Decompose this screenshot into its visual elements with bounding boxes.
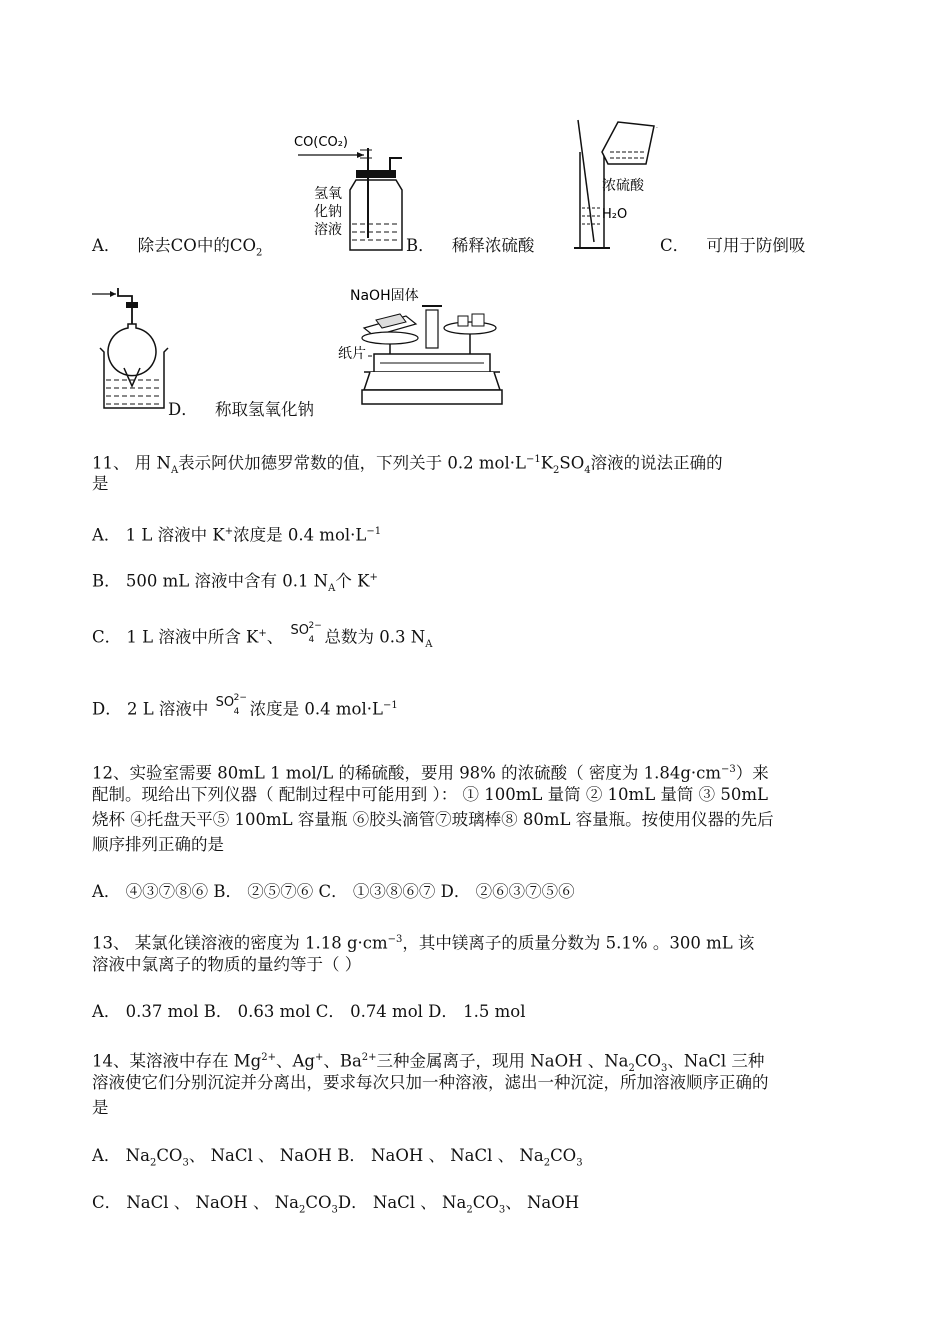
- stem-text: ，其中镁离子的质量分数为 5.1% 。300 mL 该: [402, 933, 755, 953]
- stem-text: 14、某溶液中存在 Mg: [92, 1051, 262, 1071]
- liquid-label-3: 溶液: [314, 222, 342, 238]
- subscript: 2: [543, 1157, 551, 1169]
- option-text: 浓度是 0.4 mol·L: [233, 525, 367, 545]
- gas-washing-bottle-figure: [290, 128, 408, 256]
- stem-text: 13、 某氯化镁溶液的密度为 1.18 g·cm: [92, 933, 388, 953]
- option-text: CO: [472, 1193, 499, 1212]
- subscript: 3: [661, 1062, 668, 1074]
- q11-option-d: [92, 694, 398, 722]
- option-text: 、: [266, 627, 284, 647]
- option-text: A． Na: [92, 1146, 150, 1165]
- stem-text: 、Ag: [275, 1051, 315, 1071]
- option-text: B． 500 mL 溶液中含有 0.1 N: [92, 571, 329, 591]
- option-text: 、 NaCl 、 NaOH B． NaOH 、 NaCl 、 Na: [188, 1146, 544, 1165]
- q14-stem-line2: [92, 1071, 769, 1095]
- q11-option-a: [92, 520, 381, 548]
- subscript: 2: [255, 247, 263, 259]
- option-text: CO: [550, 1146, 577, 1165]
- q10-option-d: [168, 398, 314, 422]
- stem-text: 11、 用 N: [92, 453, 171, 473]
- liquid-label-1: 氢氧: [314, 186, 342, 202]
- option-text: 总数为 0.3 N: [324, 627, 426, 647]
- option-text: 除去CO中的CO: [137, 236, 256, 255]
- stem-text: 溶液的说法正确的: [590, 453, 723, 473]
- subscript: A: [170, 464, 179, 476]
- ion-base: SO: [215, 694, 235, 710]
- q12-options: [92, 880, 575, 904]
- q10-option-a: [92, 234, 262, 265]
- option-label: C．: [660, 236, 690, 255]
- stem-text: 是: [92, 474, 109, 493]
- superscript: −1: [366, 526, 382, 537]
- q13-stem-line2: [92, 953, 361, 977]
- q11-option-c: [92, 622, 432, 657]
- ion-charge: 2−: [308, 620, 322, 631]
- q10-option-b: [406, 234, 534, 258]
- option-text: 浓度是 0.4 mol·L: [249, 699, 383, 719]
- superscript: −1: [525, 454, 541, 465]
- superscript: 2+: [261, 1052, 276, 1063]
- water-label: H₂O: [602, 207, 628, 222]
- stem-text: 、Ba: [323, 1051, 362, 1071]
- liquid-label-2: 化钠: [314, 204, 342, 220]
- ion-base: SO: [290, 622, 310, 638]
- options-text: A． ④③⑦⑧⑥ B． ②⑤⑦⑥ C． ①③⑧⑥⑦ D． ②⑥③⑦⑤⑥: [92, 882, 575, 901]
- option-text: 、 NaOH: [505, 1193, 580, 1212]
- option-text: A． 1 L 溶液中 K: [92, 525, 225, 545]
- option-text: C． 1 L 溶液中所含 K: [92, 627, 259, 647]
- option-text: 稀释浓硫酸: [451, 236, 535, 255]
- q12-stem-line1: [92, 758, 769, 786]
- q12-stem-line3: [92, 808, 774, 832]
- subscript: 2: [553, 464, 560, 476]
- stem-text: ）来: [735, 763, 769, 783]
- stem-text: 三种金属离子，现用 NaOH 、Na: [376, 1051, 629, 1071]
- superscript: −3: [387, 934, 403, 945]
- subscript: 2: [149, 1157, 157, 1169]
- stem-text: 表示阿伏加德罗常数的值，下列关于 0.2 mol·L: [178, 453, 526, 473]
- subscript: 2: [628, 1062, 635, 1074]
- q11-option-b: [92, 566, 378, 601]
- superscript: +: [224, 526, 234, 537]
- anti-suckback-figure: [90, 284, 170, 414]
- option-label: B．: [406, 236, 435, 255]
- q10-option-c: [660, 234, 805, 258]
- q13-stem-line1: [92, 928, 754, 956]
- gas-label: CO(CO₂): [294, 135, 348, 150]
- subscript: 3: [498, 1204, 506, 1216]
- stem-text: 烧杯 ④托盘天平⑤ 100mL 容量瓶 ⑥胶头滴管⑦玻璃棒⑧ 80mL 容量瓶。按使用仪器的先后: [92, 810, 774, 829]
- ion-subscript: 4: [233, 706, 240, 717]
- options-text: A． 0.37 mol B． 0.63 mol C． 0.74 mol D． 1.5 mol: [92, 1002, 526, 1021]
- subscript: 2: [466, 1204, 473, 1216]
- option-label: D．: [168, 400, 198, 419]
- stem-text: 12、实验室需要 80mL 1 mol/L 的稀硫酸，要用 98% 的浓硫酸（ 密度为 1.84g·cm: [92, 763, 722, 783]
- superscript: +: [369, 572, 378, 583]
- subscript: A: [328, 582, 336, 594]
- superscript: −1: [382, 700, 398, 711]
- q11-stem: [92, 448, 723, 483]
- superscript: −3: [721, 764, 736, 775]
- option-text: 个 K: [335, 571, 370, 591]
- paper-label: 纸片: [338, 346, 366, 362]
- q12-stem-line2: [92, 783, 768, 807]
- subscript: 4: [584, 464, 591, 476]
- option-label: A．: [92, 236, 121, 255]
- stem-text: 、NaCl 三种: [667, 1051, 765, 1071]
- stem-text: K: [540, 453, 554, 473]
- subscript: 3: [182, 1157, 189, 1169]
- stem-text: SO: [559, 453, 585, 473]
- stem-text: 溶液中氯离子的物质的量约等于（ ）: [92, 955, 362, 974]
- q11-stem-line2: [92, 472, 109, 496]
- stem-text: 是: [92, 1098, 109, 1117]
- sulfate-ion: [289, 620, 325, 647]
- option-text: D． 2 L 溶液中: [92, 699, 209, 719]
- superscript: 2+: [361, 1052, 377, 1063]
- superscript: +: [258, 628, 267, 639]
- stem-text: 顺序排列正确的是: [92, 835, 224, 854]
- solid-label: NaOH固体: [350, 288, 419, 304]
- option-text: CO: [305, 1193, 332, 1212]
- ion-charge: 2−: [233, 692, 247, 703]
- q14-stem-line3: [92, 1096, 109, 1120]
- subscript: 3: [331, 1204, 338, 1216]
- option-text: CO: [156, 1146, 183, 1165]
- q14-options-cd: [92, 1191, 579, 1222]
- acid-label: 浓硫酸: [602, 178, 644, 194]
- option-text: C． NaCl 、 NaOH 、 Na: [92, 1193, 299, 1212]
- q13-options: [92, 1000, 525, 1024]
- ion-subscript: 4: [308, 634, 315, 645]
- sulfate-ion: [214, 692, 250, 719]
- stem-text: 溶液使它们分别沉淀并分离出，要求每次只加一种溶液，滤出一种沉淀，所加溶液顺序正确的: [92, 1073, 769, 1092]
- dilution-figure: [566, 108, 666, 256]
- subscript: 2: [299, 1204, 306, 1216]
- subscript: 3: [576, 1157, 583, 1169]
- option-text: 可用于防倒吸: [706, 236, 806, 255]
- q14-options-ab: [92, 1144, 583, 1175]
- balance-figure: [334, 284, 510, 414]
- option-text: 称取氢氧化钠: [214, 400, 314, 419]
- svg-text:·: ·: [656, 125, 658, 132]
- stem-text: 配制。现给出下列仪器（ 配制过程中可能用到 ）： ① 100mL 量筒 ② 10mL 量筒 ③ 50mL: [92, 785, 768, 804]
- option-text: D． NaCl 、 Na: [337, 1193, 467, 1212]
- subscript: A: [425, 638, 433, 650]
- q12-stem-line4: [92, 833, 224, 857]
- superscript: +: [314, 1052, 324, 1063]
- stem-text: CO: [634, 1051, 662, 1071]
